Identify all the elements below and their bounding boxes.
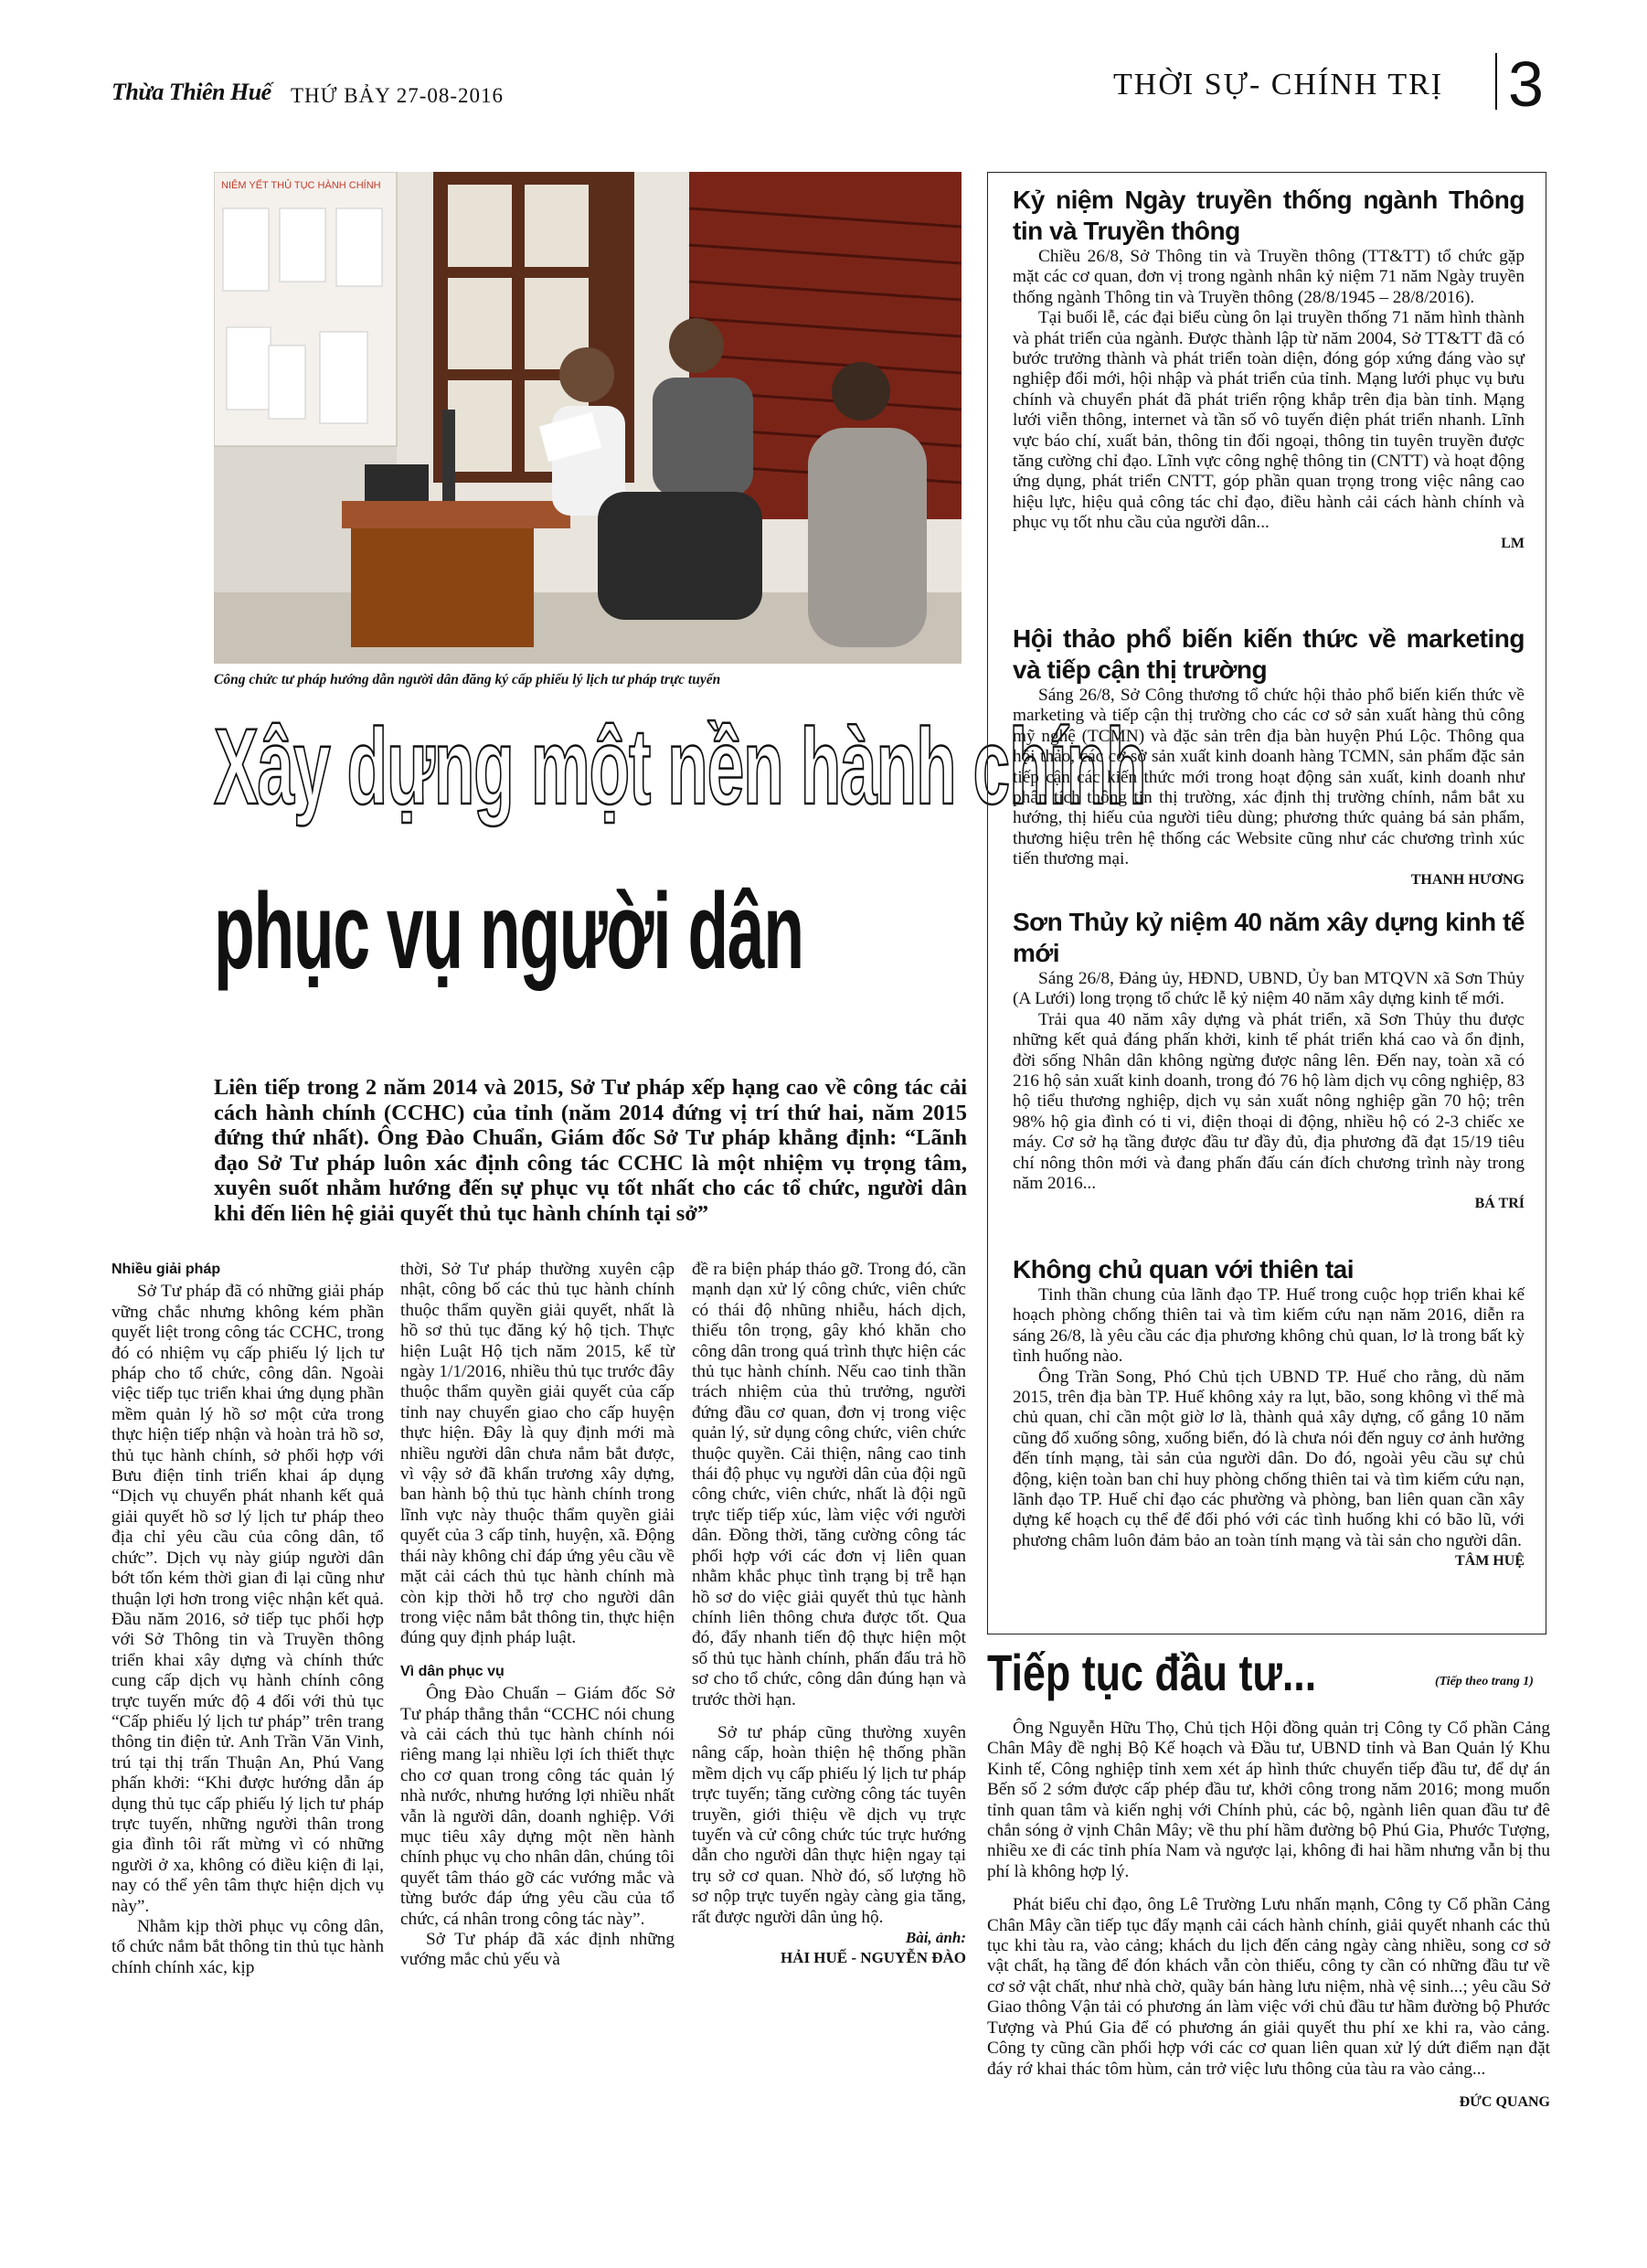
subheading-nhieu-giai-phap: Nhiều giải pháp xyxy=(112,1262,221,1277)
credit-names: HẢI HUẾ - NGUYỄN ĐÀO xyxy=(780,1949,966,1967)
headline-line-1: Xây dựng một nền hành chính xyxy=(214,707,1146,827)
news-byline: THANH HƯƠNG xyxy=(1410,871,1525,888)
news-item-2 xyxy=(1013,623,1525,890)
article-paragraph: Sở Tư pháp đã có những giải pháp vững chắc nhưng không kém phần quyết liệt trong công tác CCHC, trong đó có nhiệm vụ cấp phiếu lý lịch tư pháp cho tổ chức, công dân. Ngoài việc tiếp tục triển khai ứng dụng phần mềm quản lý hồ sơ một cửa trong thực hiện tiếp nhận và hoàn trả hồ sơ, thủ tục hành chính, sở phối hợp với Bưu điện tỉnh triển khai áp dụng “Dịch vụ chuyển phát nhanh kết quả giải quyết hồ sơ lý lịch tư pháp theo địa chỉ yêu cầu của công dân, tổ chức”. Dịch vụ này giúp người dân bớt tốn kém thời gian đi lại cũng như thuận lợi hơn trong việc nhận kết quả. Đầu năm 2016, sở tiếp tục phối hợp với Sở Thông tin và Truyền thông triển khai xây dựng và chính thức cung cấp dịch vụ hành chính công trực tuyến mức độ 4 đối với thủ tục “Cấp phiếu lý lịch tư pháp” trên trang thông tin điện tử. Anh Trần Văn Vinh, trú tại thị trấn Thuận An, Phú Vang phấn khởi: “Khi được hướng dẫn áp dụng thủ tục cấp phiếu lý lịch tư pháp trực tuyến, những người thân trong gia đình tôi rất mừng vì có những người ở xa, không có điều kiện đi lại, nay có thể yên tâm thực hiện dịch vụ này”. xyxy=(112,1282,384,1916)
notice-board-title: NIÊM YẾT THỦ TỤC HÀNH CHÍNH xyxy=(221,180,381,191)
article-column-2 xyxy=(400,1260,675,1971)
news-title: Không chủ quan với thiên tai xyxy=(1013,1255,1355,1283)
news-item-3 xyxy=(1013,907,1525,1215)
article-paragraph: Ông Nguyễn Hữu Thọ, Chủ tịch Hội đồng quản trị Công ty Cổ phần Cảng Chân Mây đề nghị Bộ Kế hoạch và Đầu tư, UBND tỉnh và Ban Quản lý Khu Kinh tế, Công nghiệp tỉnh xem xét áp hình thức chuyển tiếp đầu tư, để dự án Bến số 2 sớm được cấp phép đầu tư, khởi công trong năm 2016; mong muốn tỉnh quan tâm và kiến nghị với Chính phủ, các bộ, ngành liên quan đầu tư đê chắn sóng ở vịnh Chân Mây; về thu phí hầm đường bộ Phú Gia, Phước Tượng, nhiều xe đi các tỉnh phía Nam và ngược lại, không đi hai hầm nhưng vẫn bị thu phí là không hợp lý. xyxy=(987,1719,1550,1881)
news-title: Sơn Thủy kỷ niệm 40 năm xây dựng kinh tế mới xyxy=(1013,908,1525,967)
news-title: Kỷ niệm Ngày truyền thống ngành Thông tin và Truyền thông xyxy=(1013,186,1525,245)
page-number: 3 xyxy=(1508,48,1544,120)
news-title: Hội thảo phổ biến kiến thức về marketing và tiếp cận thị trường xyxy=(1013,624,1525,684)
article-paragraph: đề ra biện pháp tháo gỡ. Trong đó, cần mạnh dạn xử lý công chức, viên chức có thái độ nhũng nhiễu, hách dịch, thiếu tôn trọng, gây khó khăn cho công dân trong quá trình thực hiện các thủ tục hành chính. Nếu cao tinh thần trách nhiệm của thủ trưởng, người đứng đầu cơ quan, đơn vị trong việc quản lý, sử dụng công chức, viên chức thuộc quyền. Cải thiện, nâng cao tinh thái độ phục vụ người dân của đội ngũ công chức, viên chức, nhất là đội ngũ trực tiếp tiếp xúc, làm việc với người dân. Đồng thời, tăng cường công tác phối hợp với các đơn vị liên quan nhằm khắc phục tình trạng bị trễ hạn hồ sơ do việc giải quyết thủ tục hành chính liên thông chưa được tốt. Qua đó, đẩy nhanh tiến độ thực hiện một số thủ tục hành chính, phấn đấu trả hồ sơ cho tổ chức, công dân đúng hạn và trước thời hạn. xyxy=(692,1260,966,1709)
news-paragraph: Tại buổi lễ, các đại biểu cùng ôn lại truyền thống 71 năm hình thành và phát triển của ngành. Được thành lập từ năm 2004, Sở TT&TT đã có bước trưởng thành và phát triển toàn diện, đóng góp xứng đáng vào sự nghiệp đổi mới, hội nhập và phát triển của tỉnh. Mạng lưới phục vụ bưu chính và chuyển phát đã phát triển rộng khắp trên địa bàn tỉnh. Mạng lưới viễn thông, internet và tần số vô tuyến điện phát triển nhanh. Lĩnh vực báo chí, xuất bản, thông tin đối ngoại, thông tin tuyên truyền được tăng cường chỉ đạo. Lĩnh vực công nghệ thông tin (CNTT) và hoạt động ứng dụng, phát triển CNTT, góp phần quan trọng trong việc nâng cao hiệu lực, hiệu quả công tác chỉ đạo, điều hành cải cách hành chính và phục vụ tốt nhu cầu của người dân... xyxy=(1013,308,1525,533)
header-divider xyxy=(1495,53,1497,110)
article-column-3 xyxy=(692,1260,966,1969)
office-scene-illustration xyxy=(214,172,962,664)
headline-line-2: phục vụ người dân xyxy=(214,871,803,992)
article-paragraph: Phát biểu chỉ đạo, ông Lê Trường Lưu nhấn mạnh, Công ty Cổ phần Cảng Chân Mây cần tiếp tục đẩy mạnh cải cách hành chính, giải quyết nhanh các thủ tục khi tàu ra, vào cảng; khách du lịch đến cảng ngày càng nhiều, song cơ sở vật chất, hạ tầng để đón khách vẫn còn thiếu, công ty cần có những đầu tư về cơ sở vật chất, như nhà chờ, quầy bán hàng lưu niệm, nhà vệ sinh...; yêu cầu Sở Giao thông Vận tải có phương án làm việc với chủ đầu tư hầm đường bộ Phước Tượng và Phú Gia để có phương án giải quyết thu phí xe khi ra, vào cảng. Công ty cũng cần phối hợp với các cơ quan liên quan xử lý dứt điểm nạn đặt đáy rớ khai thác tôm hùm, cản trở việc lưu thông của tàu ra vào cảng... xyxy=(987,1895,1550,2079)
lead-paragraph: Liên tiếp trong 2 năm 2014 và 2015, Sở Tư pháp xếp hạng cao về công tác cải cách hành chính (CCHC) của tỉnh (năm 2014 đứng vị trí thứ hai, năm 2015 đứng thứ nhất). Ông Đào Chuẩn, Giám đốc Sở Tư pháp khẳng định: “Lãnh đạo Sở Tư pháp luôn xác định công tác CCHC là một nhiệm vụ trọng tâm, xuyên suốt nhằm hướng đến sự phục vụ tốt nhất cho các tổ chức, người dân khi đến liên hệ giải quyết thủ tục hành chính tại sở” xyxy=(214,1075,967,1226)
article-paragraph: Sở tư pháp cũng thường xuyên nâng cấp, hoàn thiện hệ thống phần mềm dịch vụ cấp phiếu lý lịch tư pháp trực tuyến; tăng cường công tác tuyên truyền, giới thiệu về dịch vụ trực tuyến và cử công chức túc trực hướng dẫn cho người dân thực hiện ngay tại trụ sở cơ quan. Nhờ đó, số lượng hồ sơ nộp trực tuyến ngày càng gia tăng, rất được người dân ủng hộ. xyxy=(692,1722,966,1927)
photo-caption: Công chức tư pháp hướng dẫn người dân đăng ký cấp phiếu lý lịch tư pháp trực tuyến xyxy=(214,672,721,687)
continued-title: Tiếp tục đầu tư... xyxy=(987,1644,1317,1701)
article-paragraph: Ông Đào Chuẩn – Giám đốc Sở Tư pháp thẳng thắn “CCHC nói chung và cải cách thủ tục hành chính nói riêng mang lại nhiều lợi ích thiết thực cho cơ quan trong công tác quản lý nhà nước, nhưng hướng lợi nhiều nhất vẫn là người dân, doanh nghiệp. Với mục tiêu xây dựng một nền hành chính phục vụ cho nhân dân, chúng tôi quyết tâm tháo gỡ các vướng mắc và từng bước đáp ứng yêu cầu của tổ chức, cá nhân trong công tác này”. xyxy=(400,1684,675,1929)
newspaper-name: Thừa Thiên Huế xyxy=(112,79,271,105)
subheading-vi-dan-phuc-vu: Vì dân phục vụ xyxy=(400,1663,505,1679)
news-paragraph: Tinh thần chung của lãnh đạo TP. Huế trong cuộc họp triển khai kế hoạch phòng chống thiên tai và tìm kiếm cứu nạn năm 2016, diễn ra sáng 26/8, là yêu cầu các địa phương không chủ quan, lơ là trong bất kỳ tình huống nào. xyxy=(1013,1285,1525,1367)
news-item-4 xyxy=(1013,1254,1525,1572)
issue-date: THỨ BẢY 27-08-2016 xyxy=(291,84,505,107)
article-column-1 xyxy=(112,1260,384,1978)
continued-article xyxy=(987,1719,1550,2113)
article-photo xyxy=(214,172,962,664)
continued-byline: ĐỨC QUANG xyxy=(1459,2093,1550,2110)
continued-note: (Tiếp theo trang 1) xyxy=(1435,1675,1534,1688)
article-paragraph: thời, Sở Tư pháp thường xuyên cập nhật, công bố các thủ tục hành chính thuộc thẩm quyền giải quyết, nhất là hồ sơ thủ tục đăng ký hộ tịch. Thực hiện Luật Hộ tịch năm 2015, kể từ ngày 1/1/2016, nhiều thủ tục trước đây thuộc thẩm quyền giải quyết của cấp tỉnh nay chuyển giao cho cấp huyện thực hiện. Đây là quy định mới mà nhiều người dân chưa nắm bắt được, vì vậy sở đã khẩn trương xây dựng, ban hành bộ thủ tục hành chính trong lĩnh vực này thuộc thẩm quyền giải quyết của 3 cấp tỉnh, huyện, xã. Động thái này không chỉ đáp ứng yêu cầu về mặt cải cách thủ tục hành chính mà còn kịp thời hỗ trợ cho người dân trong việc nắm bắt thông tin, thực hiện đúng quy định pháp luật. xyxy=(400,1260,675,1648)
article-paragraph: Sở Tư pháp đã xác định những vướng mắc chủ yếu và xyxy=(400,1930,675,1970)
news-item-1 xyxy=(1013,185,1525,554)
news-byline: BÁ TRÍ xyxy=(1474,1196,1525,1212)
credit-label: Bài, ảnh: xyxy=(905,1929,966,1946)
news-paragraph: Chiều 26/8, Sở Thông tin và Truyền thông (TT&TT) tổ chức gặp mặt các cơ quan, đơn vị trong ngành nhân kỷ niệm 71 năm Ngày truyền thống ngành Thông tin và Truyền thông (28/8/1945 – 28/8/2016). xyxy=(1013,247,1525,307)
news-paragraph: Sáng 26/8, Đảng ủy, HĐND, UBND, Ủy ban MTQVN xã Sơn Thủy (A Lưới) long trọng tổ chức lễ kỷ niệm 40 năm xây dựng kinh tế mới. xyxy=(1013,969,1525,1009)
article-paragraph: Nhằm kịp thời phục vụ công dân, tổ chức nắm bắt thông tin thủ tục hành chính chính xác, kịp xyxy=(112,1917,384,1977)
news-byline: LM xyxy=(1501,535,1525,551)
news-paragraph: Ông Trần Song, Phó Chủ tịch UBND TP. Huế cho rằng, dù năm 2015, trên địa bàn TP. Huế không xảy ra lụt, bão, song không vì thế mà chủ quan, chỉ cần một giờ lơ là, thành quả xây dựng, cố gắng 10 năm cũng đổ xuống sông, xuống biển, đó là chưa nói đến nguy cơ ảnh hưởng đến tính mạng, tài sản của người dân. Do đó, ngoài yêu cầu sự chủ động, kiện toàn ban chỉ huy phòng chống thiên tai và tìm kiếm cứu nạn, lãnh đạo TP. Huế chỉ đạo các phường và phòng, ban liên quan cần xây dựng kế hoạch cụ thể để đối phó với các tình huống khi có bão lũ, với phương châm luôn đảm bảo an toàn tính mạng và tài sản cho người dân. xyxy=(1013,1367,1525,1550)
news-paragraph: Sáng 26/8, Sở Công thương tổ chức hội thảo phổ biến kiến thức về marketing và tiếp cận thị trường cho các cơ sở sản xuất hàng thủ công mỹ nghệ (TCMN) và đặc sản trên địa bàn huyện Phú Lộc. Thông qua hội thảo, các cơ sở sản xuất kinh doanh hàng TCMN, sản phẩm đặc sản tiếp cận các kiến thức mới trong hoạt động sản xuất, kinh doanh như phân tích thông tin thị trường, xác định thị trường chính, nắm bắt xu hướng, thị hiếu của người tiêu dùng; phương thức quảng bá sản phẩm, thương hiệu trên hệ thống các Website cũng như các chương trình xúc tiến thương mại. xyxy=(1013,686,1525,869)
section-title: THỜI SỰ- CHÍNH TRỊ xyxy=(1113,68,1444,101)
news-paragraph: Trải qua 40 năm xây dựng và phát triển, xã Sơn Thủy thu được những kết quả đáng phấn khởi, kinh tế phát triển khá cao và ổn định, đời sống Nhân dân không ngừng được nâng lên. Đến nay, toàn xã có 216 hộ sản xuất kinh doanh, trong đó 76 hộ làm dịch vụ công nghiệp, 83 hộ tiểu thương nghiệp, dịch vụ sản xuất nông nghiệp gần 70 hộ; trên 98% hộ gia đình có ti vi, điện thoại di động, nhiều hộ có 2-3 chiếc xe máy. Cơ sở hạ tầng được đầu tư đầy đủ, địa phương đã đạt 15/19 tiêu chí nông thôn mới và đang phấn đấu cán đích chương trình này trong năm 2016... xyxy=(1013,1009,1525,1194)
news-byline: TÂM HUỆ xyxy=(1455,1553,1525,1570)
